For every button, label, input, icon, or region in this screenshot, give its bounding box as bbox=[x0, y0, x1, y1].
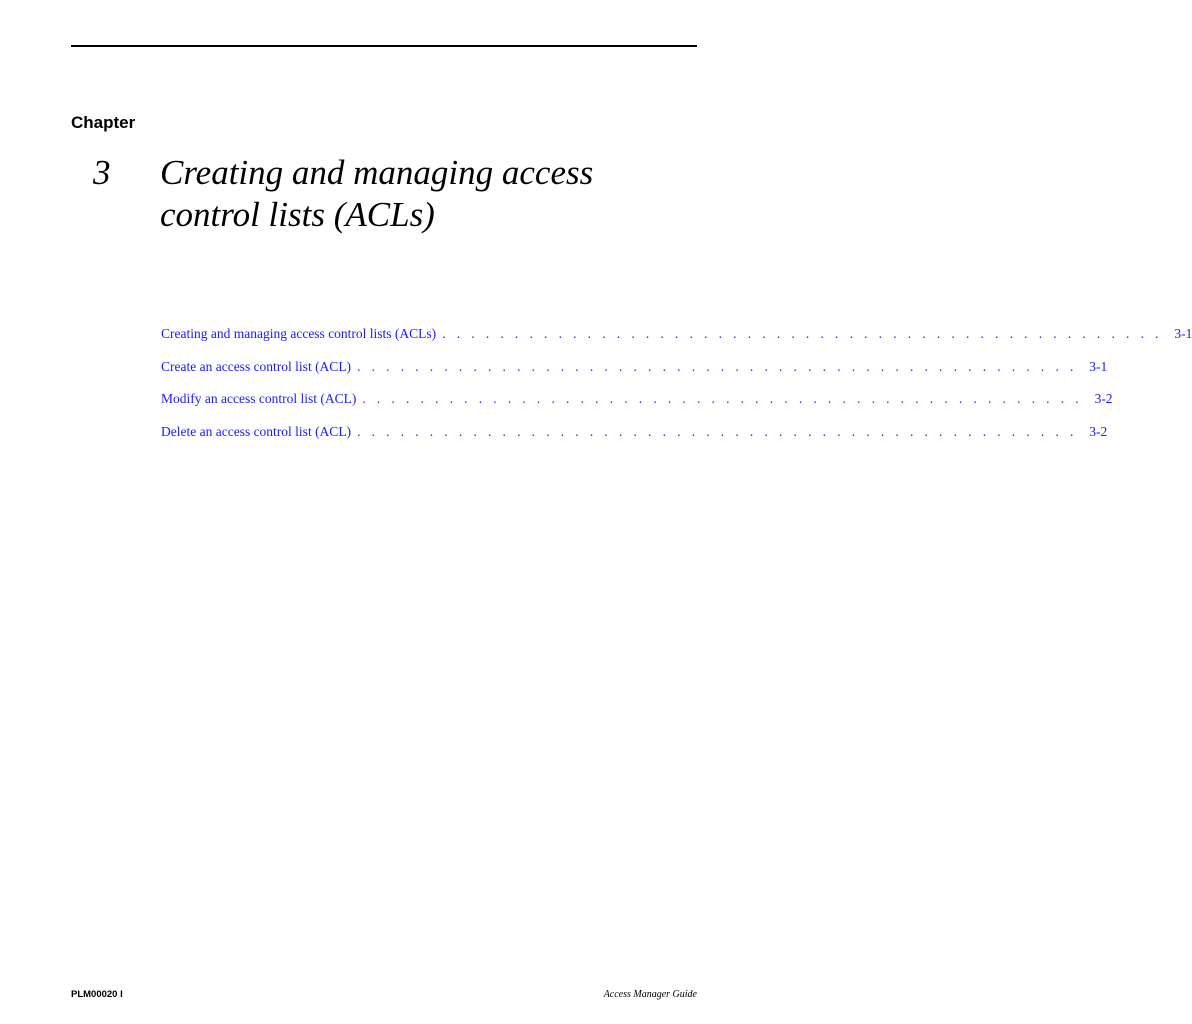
toc-entry-modify-acl[interactable] bbox=[161, 388, 1113, 410]
toc-entry-text[interactable]: Modify an access control list (ACL) bbox=[161, 391, 357, 406]
chapter-number: 3 bbox=[93, 153, 111, 192]
toc-entry-text[interactable]: Delete an access control list (ACL) bbox=[161, 423, 352, 439]
toc-entry-creating-managing-acls[interactable] bbox=[161, 323, 1192, 345]
footer-guide-title: Access Manager Guide bbox=[603, 989, 697, 1000]
toc-entry-delete-acl[interactable] bbox=[161, 421, 1108, 443]
toc-entry-page[interactable]: 3-1 bbox=[1174, 326, 1192, 341]
toc-dot-leader: . . . . . . . . . . . . . . . . . . . . . . . . . . . . . . . . . . . . . . . . . . . . . . . . . . bbox=[357, 423, 1078, 439]
toc-dot-leader: . . . . . . . . . . . . . . . . . . . . . . . . . . . . . . . . . . . . . . . . . . . . . . . . . . bbox=[442, 326, 1163, 341]
toc-entry-page[interactable]: 3-2 bbox=[1089, 423, 1108, 439]
toc-entry-page[interactable]: 3-1 bbox=[1089, 358, 1108, 374]
chapter-title-line-2: control lists (ACLs) bbox=[160, 195, 435, 234]
footer-document-id: PLM00020 I bbox=[71, 989, 123, 1000]
chapter-title-line-1: Creating and managing access bbox=[160, 153, 594, 192]
table-of-contents bbox=[161, 323, 1192, 453]
toc-entry-page[interactable]: 3-2 bbox=[1094, 391, 1113, 406]
toc-dot-leader: . . . . . . . . . . . . . . . . . . . . . . . . . . . . . . . . . . . . . . . . . . . . . . . . . . bbox=[357, 358, 1078, 374]
top-rule bbox=[71, 45, 697, 47]
toc-entry-text[interactable]: Create an access control list (ACL) bbox=[161, 358, 352, 374]
chapter-title bbox=[160, 152, 700, 236]
toc-dot-leader: . . . . . . . . . . . . . . . . . . . . . . . . . . . . . . . . . . . . . . . . . . . . . . . . . . bbox=[362, 391, 1083, 406]
chapter-label: Chapter bbox=[71, 113, 136, 132]
toc-entry-create-acl[interactable] bbox=[161, 356, 1108, 378]
toc-entry-text[interactable]: Creating and managing access control lists (ACLs) bbox=[161, 326, 437, 341]
